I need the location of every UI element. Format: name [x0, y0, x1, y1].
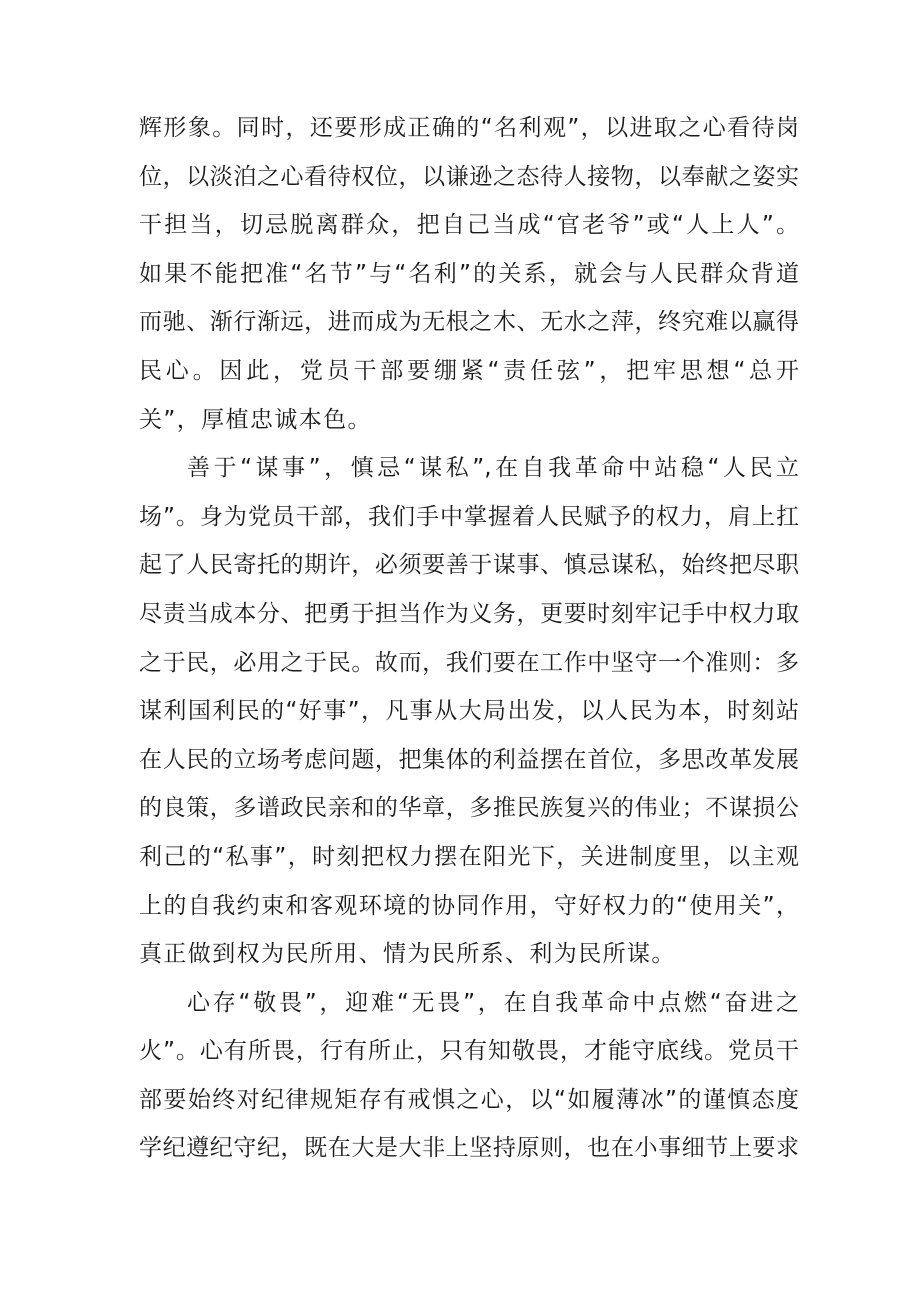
text-line: 火”。心有所畏，行有所止，只有知敬畏，才能守底线。党员干 — [139, 1038, 799, 1065]
text-line: 尽责当成本分、把勇于担当作为义务，更要时刻牢记手中权力取 — [139, 600, 799, 627]
text-line: 位，以淡泊之心看待权位，以谦逊之态待人接物，以奉献之姿实 — [139, 163, 799, 190]
text-line: 真正做到权为民所用、情为民所系、利为民所谋。 — [139, 941, 676, 968]
text-line: 之于民，必用之于民。故而，我们要在工作中坚守一个准则：多 — [139, 649, 799, 676]
text-line: 在人民的立场考虑问题，把集体的利益摆在首位，多思改革发展 — [139, 746, 799, 773]
text-line: 心存“敬畏”，迎难“无畏”，在自我革命中点燃“奋进之 — [187, 989, 799, 1016]
text-line: 场”。身为党员干部，我们手中掌握着人民赋予的权力，肩上扛 — [139, 503, 799, 530]
text-line: 善于“谋事”，慎忌“谋私”,在自我革命中站稳“人民立 — [187, 455, 799, 482]
text-line: 利己的“私事”，时刻把权力摆在阳光下，关进制度里，以主观 — [139, 843, 799, 870]
text-line: 关”，厚植忠诚本色。 — [139, 406, 372, 433]
paragraph-3 — [139, 979, 799, 1173]
text-line: 如果不能把准“名节”与“名利”的关系，就会与人民群众背道 — [139, 260, 799, 287]
text-line: 学纪遵纪守纪，既在大是大非上坚持原则，也在小事细节上要求 — [139, 1135, 799, 1162]
paragraph-2 — [139, 444, 799, 979]
text-line: 谋利国利民的“好事”，凡事从大局出发，以人民为本，时刻站 — [139, 698, 799, 725]
text-line: 辉形象。同时，还要形成正确的“名利观”，以进取之心看待岗 — [139, 115, 799, 141]
text-line: 部要始终对纪律规矩存有戒惧之心，以“如履薄冰”的谨慎态度 — [139, 1086, 799, 1113]
text-line: 而驰、渐行渐远，进而成为无根之木、无水之萍，终究难以赢得 — [139, 309, 799, 336]
paragraph-1 — [139, 104, 799, 444]
text-line: 干担当，切忌脱离群众，把自己当成“官老爷”或“人上人”。 — [139, 212, 799, 239]
text-line: 的良策，多谱政民亲和的华章，多推民族复兴的伟业；不谋损公 — [139, 795, 799, 822]
document-body — [139, 104, 799, 1173]
text-line: 上的自我约束和客观环境的协同作用，守好权力的“使用关”， — [139, 892, 799, 919]
text-line: 起了人民寄托的期许，必须要善于谋事、慎忌谋私，始终把尽职 — [139, 552, 799, 579]
text-line: 民心。因此，党员干部要绷紧“责任弦”，把牢思想“总开 — [139, 357, 799, 384]
